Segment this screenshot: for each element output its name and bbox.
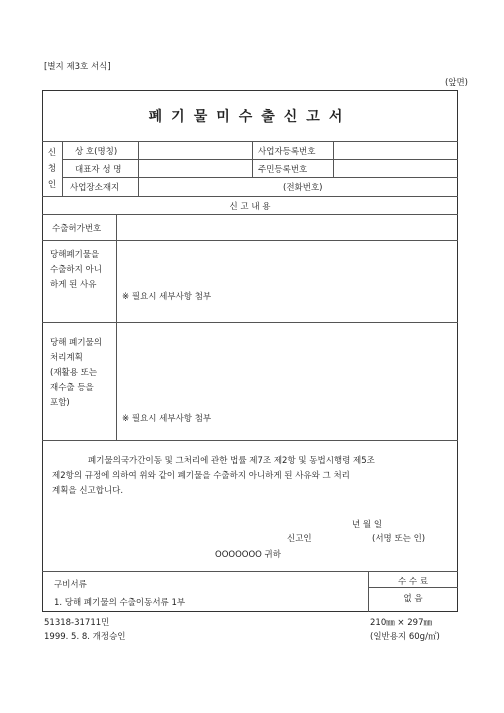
plan-note: ※ 필요시 세부사항 첨부 (122, 414, 212, 424)
trade-name-label: 상 호(명칭) (75, 147, 118, 157)
permit-no-label: 수출허가번호 (52, 224, 102, 234)
declaration-text: 폐기물의국가간이동 및 그처리에 관한 법률 제7조 제2항 및 동법시행령 제5조 제2항의 규정에 의하여 위와 같이 폐기물을 수출하지 아니하게 된 사유와 그 처리 계획을 신고합니다. (52, 456, 375, 496)
signature-label: (서명 또는 인) (372, 534, 426, 544)
divider (333, 141, 334, 177)
divider (62, 177, 458, 178)
form-code: 51318-31711민 (44, 618, 110, 628)
divider (62, 141, 63, 196)
fee-value: 없 음 (403, 594, 423, 604)
declarant-label: 신고인 (287, 534, 312, 544)
documents-item: 1. 당해 폐기물의 수출이동서류 1부 (54, 598, 186, 608)
paper-type: (일반용지 60g/㎡) (370, 632, 440, 642)
address-label: 사업장소재지 (70, 183, 120, 193)
phone-label: (전화번호) (283, 183, 323, 193)
reason-note: ※ 필요시 세부사항 첨부 (122, 292, 212, 302)
divider (62, 159, 458, 160)
divider (368, 587, 458, 588)
report-heading: 신 고 내 용 (229, 202, 271, 212)
representative-label: 대표자 성 명 (75, 165, 122, 175)
divider (252, 141, 253, 177)
form-title: 폐기물미수출신고서 (148, 109, 352, 125)
divider (42, 571, 458, 572)
applicant-side-label: 신 청 인 (47, 148, 57, 190)
divider (42, 141, 458, 142)
divider (116, 214, 117, 440)
divider (138, 141, 139, 196)
form-number: [별지 제3호 서식] (44, 62, 111, 72)
addressee: OOOOOOO 귀하 (215, 550, 281, 560)
business-reg-label: 사업자등록번호 (258, 147, 316, 157)
fee-label: 수 수 료 (397, 577, 429, 587)
resident-reg-label: 주민등록번호 (258, 165, 308, 175)
date-line: 년 월 일 (352, 520, 383, 530)
divider (42, 214, 458, 215)
approval-date: 1999. 5. 8. 개정승인 (44, 632, 126, 642)
documents-label: 구비서류 (54, 580, 87, 590)
plan-label: 당해 폐기물의 처리계획 (재활용 또는 재수출 등을 포함) (50, 338, 102, 408)
divider (42, 196, 458, 197)
reason-label: 당해폐기물을 수출하지 아니 하게 된 사유 (50, 250, 102, 290)
divider (42, 440, 458, 441)
divider (42, 322, 458, 323)
front-side-label: (앞면) (444, 78, 468, 88)
divider (42, 240, 458, 241)
paper-size: 210㎜ × 297㎜ (370, 618, 432, 628)
